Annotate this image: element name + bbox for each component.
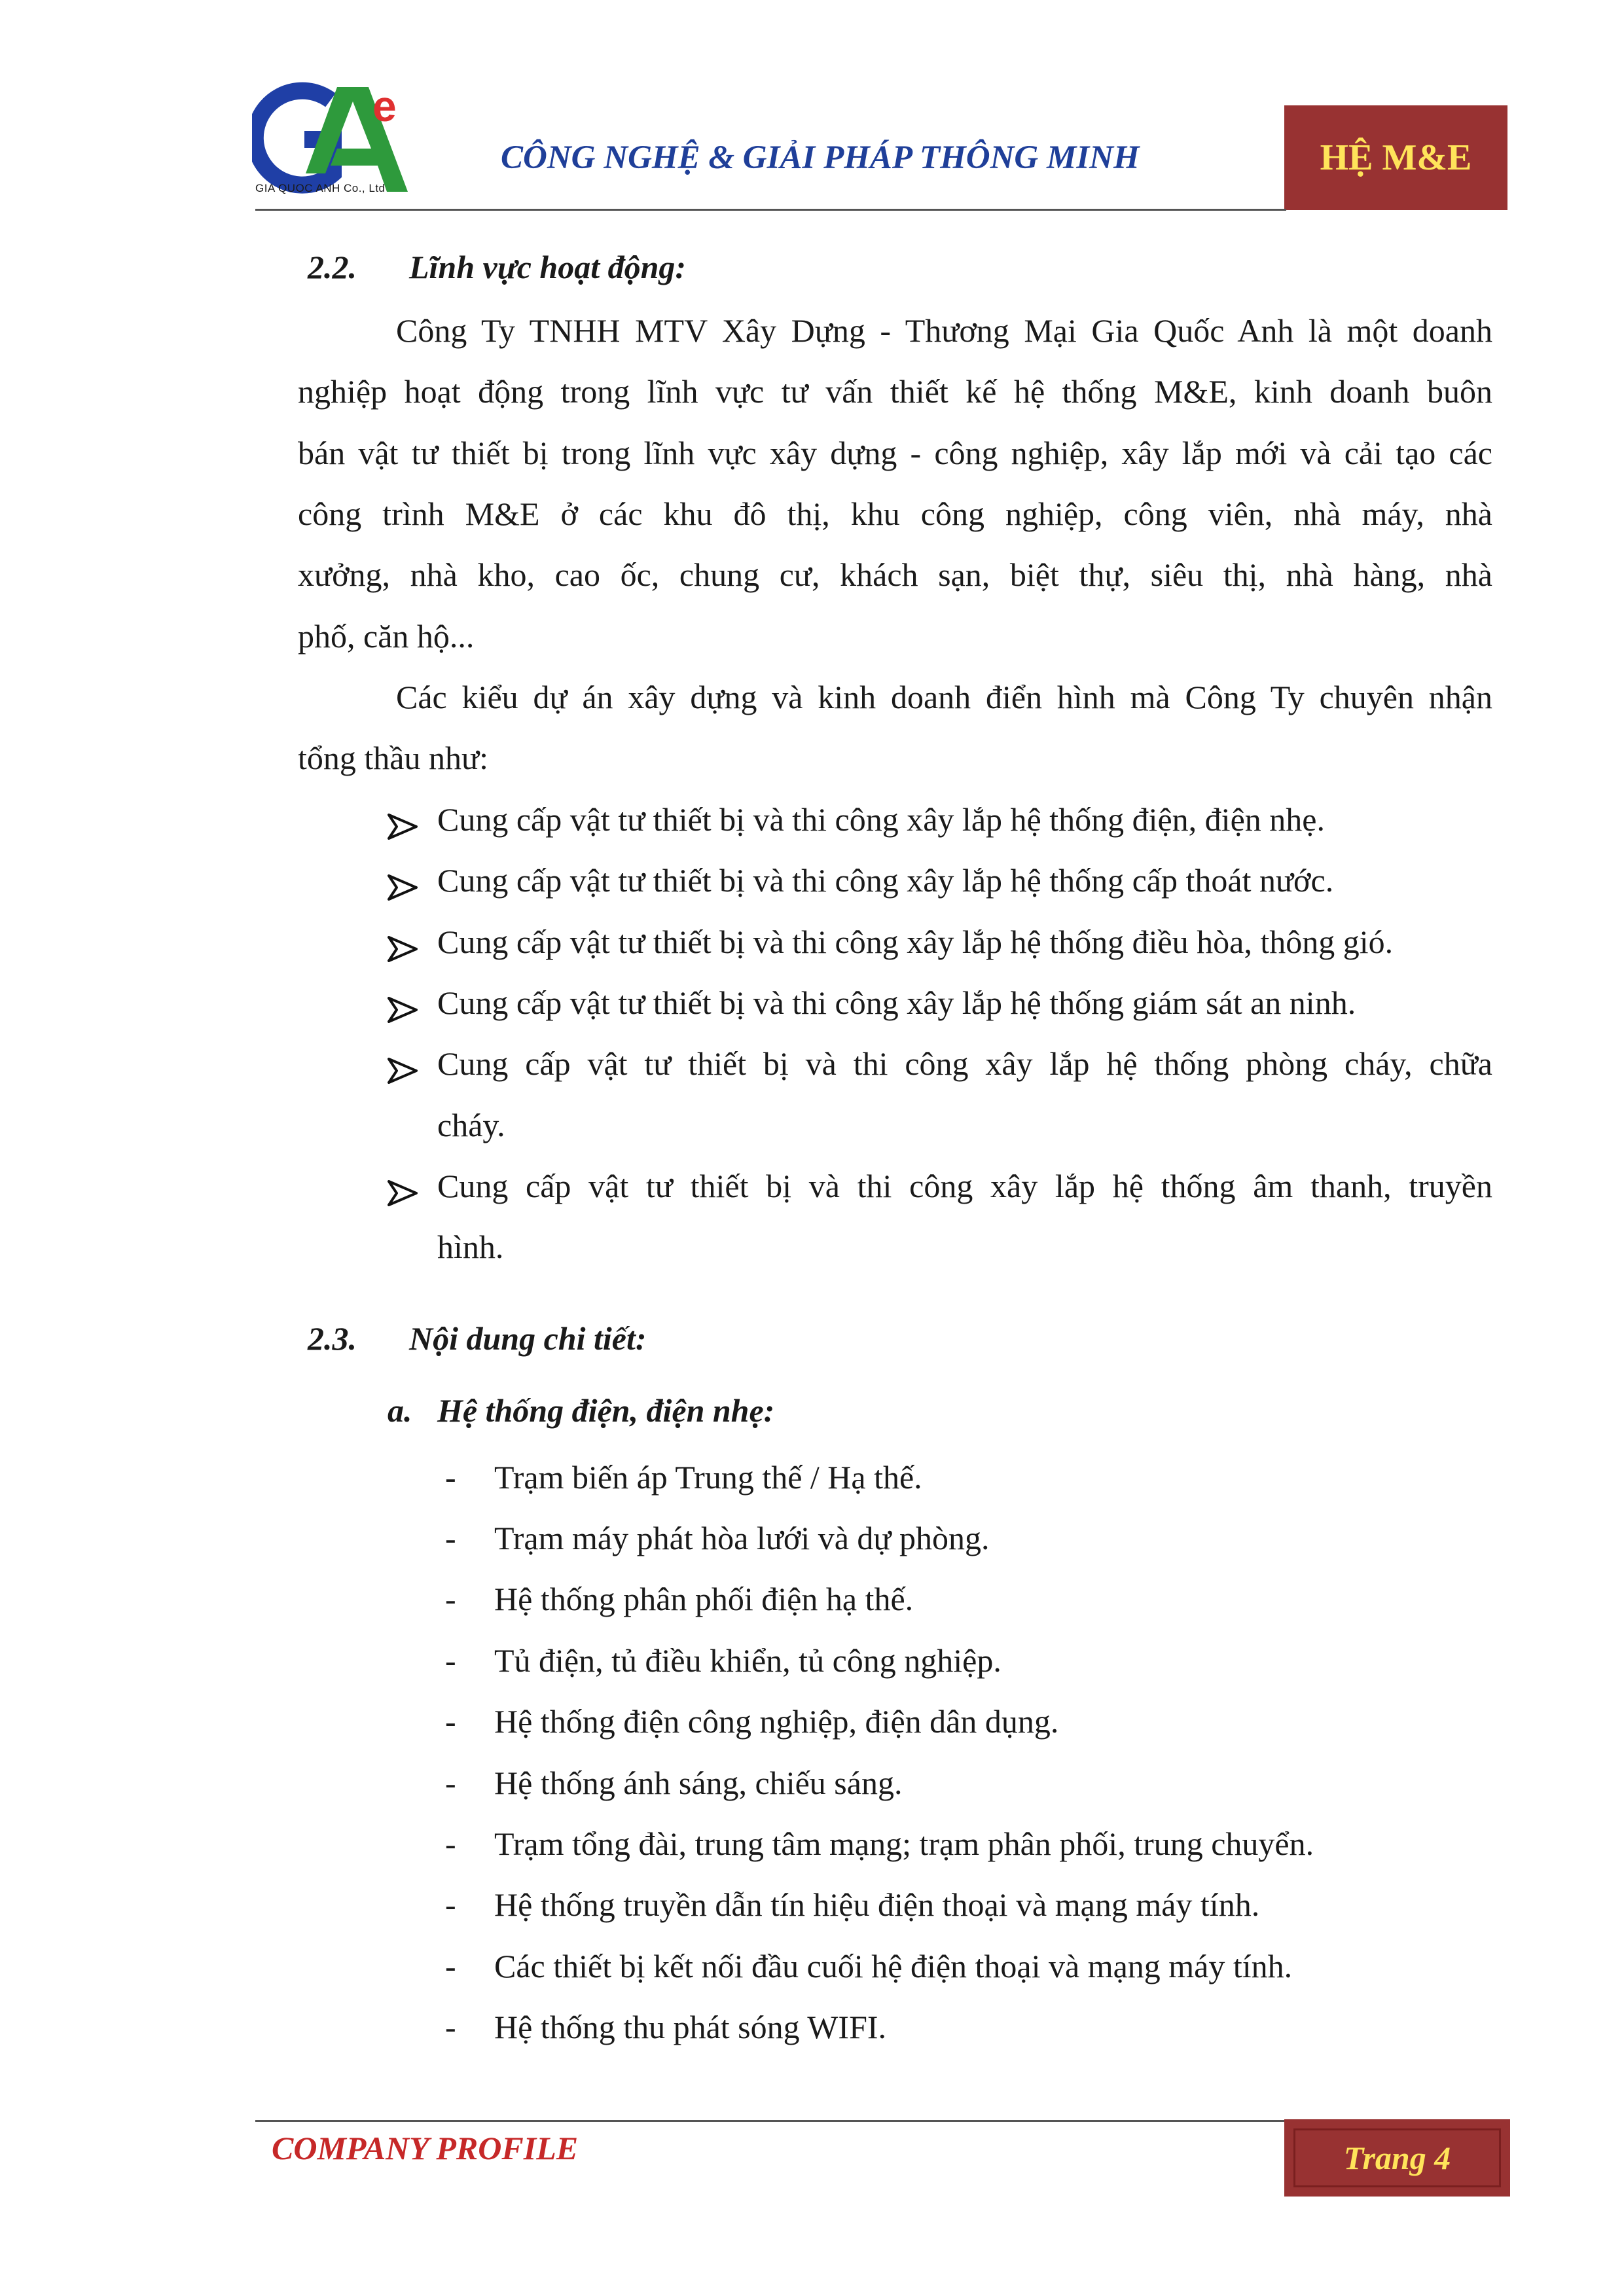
dash-bullet: -: [445, 1581, 456, 1617]
paragraph-line: công trình M&E ở các khu đô thị, khu công nghiệp, công viên, nhà máy, nhà: [298, 495, 1492, 532]
logo-caption: GIA QUOC ANH Co., Ltd: [255, 182, 386, 194]
list-item: Các thiết bị kết nối đầu cuối hệ điện thoại và mạng máy tính.: [494, 1948, 1293, 1984]
dash-bullet: -: [445, 1825, 456, 1862]
paragraph-line: tổng thầu như:: [298, 740, 488, 776]
arrow-bullet-icon: [388, 997, 418, 1023]
list-item: Trạm biến áp Trung thế / Hạ thế.: [494, 1459, 922, 1496]
paragraph-line: phố, căn hộ...: [298, 618, 475, 655]
bullet-item: Cung cấp vật tư thiết bị và thi công xây lắp hệ thống cấp thoát nước.: [437, 862, 1334, 899]
list-item: Hệ thống phân phối điện hạ thế.: [494, 1581, 914, 1617]
dash-bullet: -: [445, 1642, 456, 1679]
paragraph-line: Công Ty TNHH MTV Xây Dựng - Thương Mại Gia Quốc Anh là một doanh: [396, 312, 1492, 349]
dash-bullet: -: [445, 1886, 456, 1923]
header-divider: [255, 209, 1286, 211]
bullet-item-continuation: hình.: [437, 1229, 504, 1265]
subsection-title: Hệ thống điện, điện nhẹ:: [437, 1392, 775, 1429]
footer-company-profile: COMPANY PROFILE: [272, 2130, 579, 2166]
dash-bullet: -: [445, 1948, 456, 1984]
dash-bullet: -: [445, 1703, 456, 1740]
list-item: Hệ thống điện công nghiệp, điện dân dụng.: [494, 1703, 1059, 1740]
dash-bullet: -: [445, 1520, 456, 1556]
dash-bullet: -: [445, 2009, 456, 2045]
footer-divider: [255, 2120, 1290, 2122]
bullet-item: Cung cấp vật tư thiết bị và thi công xây lắp hệ thống điều hòa, thông gió.: [437, 924, 1394, 960]
bullet-item-continuation: cháy.: [437, 1107, 505, 1143]
section-title: Nội dung chi tiết:: [409, 1320, 647, 1357]
bullet-item: Cung cấp vật tư thiết bị và thi công xây lắp hệ thống phòng cháy, chữa: [437, 1045, 1492, 1082]
bullet-item: Cung cấp vật tư thiết bị và thi công xây lắp hệ thống giám sát an ninh.: [437, 984, 1356, 1021]
paragraph-line: bán vật tư thiết bị trong lĩnh vực xây dựng - công nghiệp, xây lắp mới và cải tạo các: [298, 435, 1492, 471]
section-number: 2.3.: [308, 1320, 357, 1357]
section-number: 2.2.: [308, 249, 357, 285]
bullet-item: Cung cấp vật tư thiết bị và thi công xây lắp hệ thống âm thanh, truyền: [437, 1168, 1492, 1204]
bullet-item: Cung cấp vật tư thiết bị và thi công xây lắp hệ thống điện, điện nhẹ.: [437, 801, 1325, 838]
company-logo: [252, 75, 409, 200]
paragraph-line: nghiệp hoạt động trong lĩnh vực tư vấn thiết kế hệ thống M&E, kinh doanh buôn: [298, 373, 1492, 410]
list-item: Hệ thống truyền dẫn tín hiệu điện thoại và mạng máy tính.: [494, 1886, 1260, 1923]
arrow-bullet-icon: [388, 936, 418, 962]
arrow-bullet-icon: [388, 1058, 418, 1084]
section-title: Lĩnh vực hoạt động:: [409, 249, 687, 285]
list-item: Hệ thống thu phát sóng WIFI.: [494, 2009, 887, 2045]
logo-e-letter: e: [372, 82, 397, 130]
arrow-bullet-icon: [388, 1180, 418, 1206]
list-item: Trạm máy phát hòa lưới và dự phòng.: [494, 1520, 990, 1556]
arrow-bullet-icon: [388, 814, 418, 840]
header-badge: [1284, 105, 1507, 210]
header-badge-label: HỆ M&E: [1320, 137, 1472, 178]
dash-bullet: -: [445, 1459, 456, 1496]
arrow-bullet-icon: [388, 874, 418, 901]
list-item: Trạm tổng đài, trung tâm mạng; trạm phân phối, trung chuyển.: [494, 1825, 1314, 1862]
paragraph-line: Các kiểu dự án xây dựng và kinh doanh điển hình mà Công Ty chuyên nhận: [396, 679, 1492, 715]
header-title: CÔNG NGHỆ & GIẢI PHÁP THÔNG MINH: [501, 139, 1140, 176]
page-number-badge: [1284, 2119, 1510, 2197]
page-number-frame: [1293, 2128, 1501, 2187]
list-item: Tủ điện, tủ điều khiển, tủ công nghiệp.: [494, 1642, 1001, 1679]
paragraph-line: xưởng, nhà kho, cao ốc, chung cư, khách sạn, biệt thự, siêu thị, nhà hàng, nhà: [298, 556, 1492, 593]
subsection-label: a.: [388, 1392, 412, 1429]
dash-bullet: -: [445, 1765, 456, 1801]
page-number: Trang 4: [1343, 2140, 1451, 2176]
list-item: Hệ thống ánh sáng, chiếu sáng.: [494, 1765, 903, 1801]
